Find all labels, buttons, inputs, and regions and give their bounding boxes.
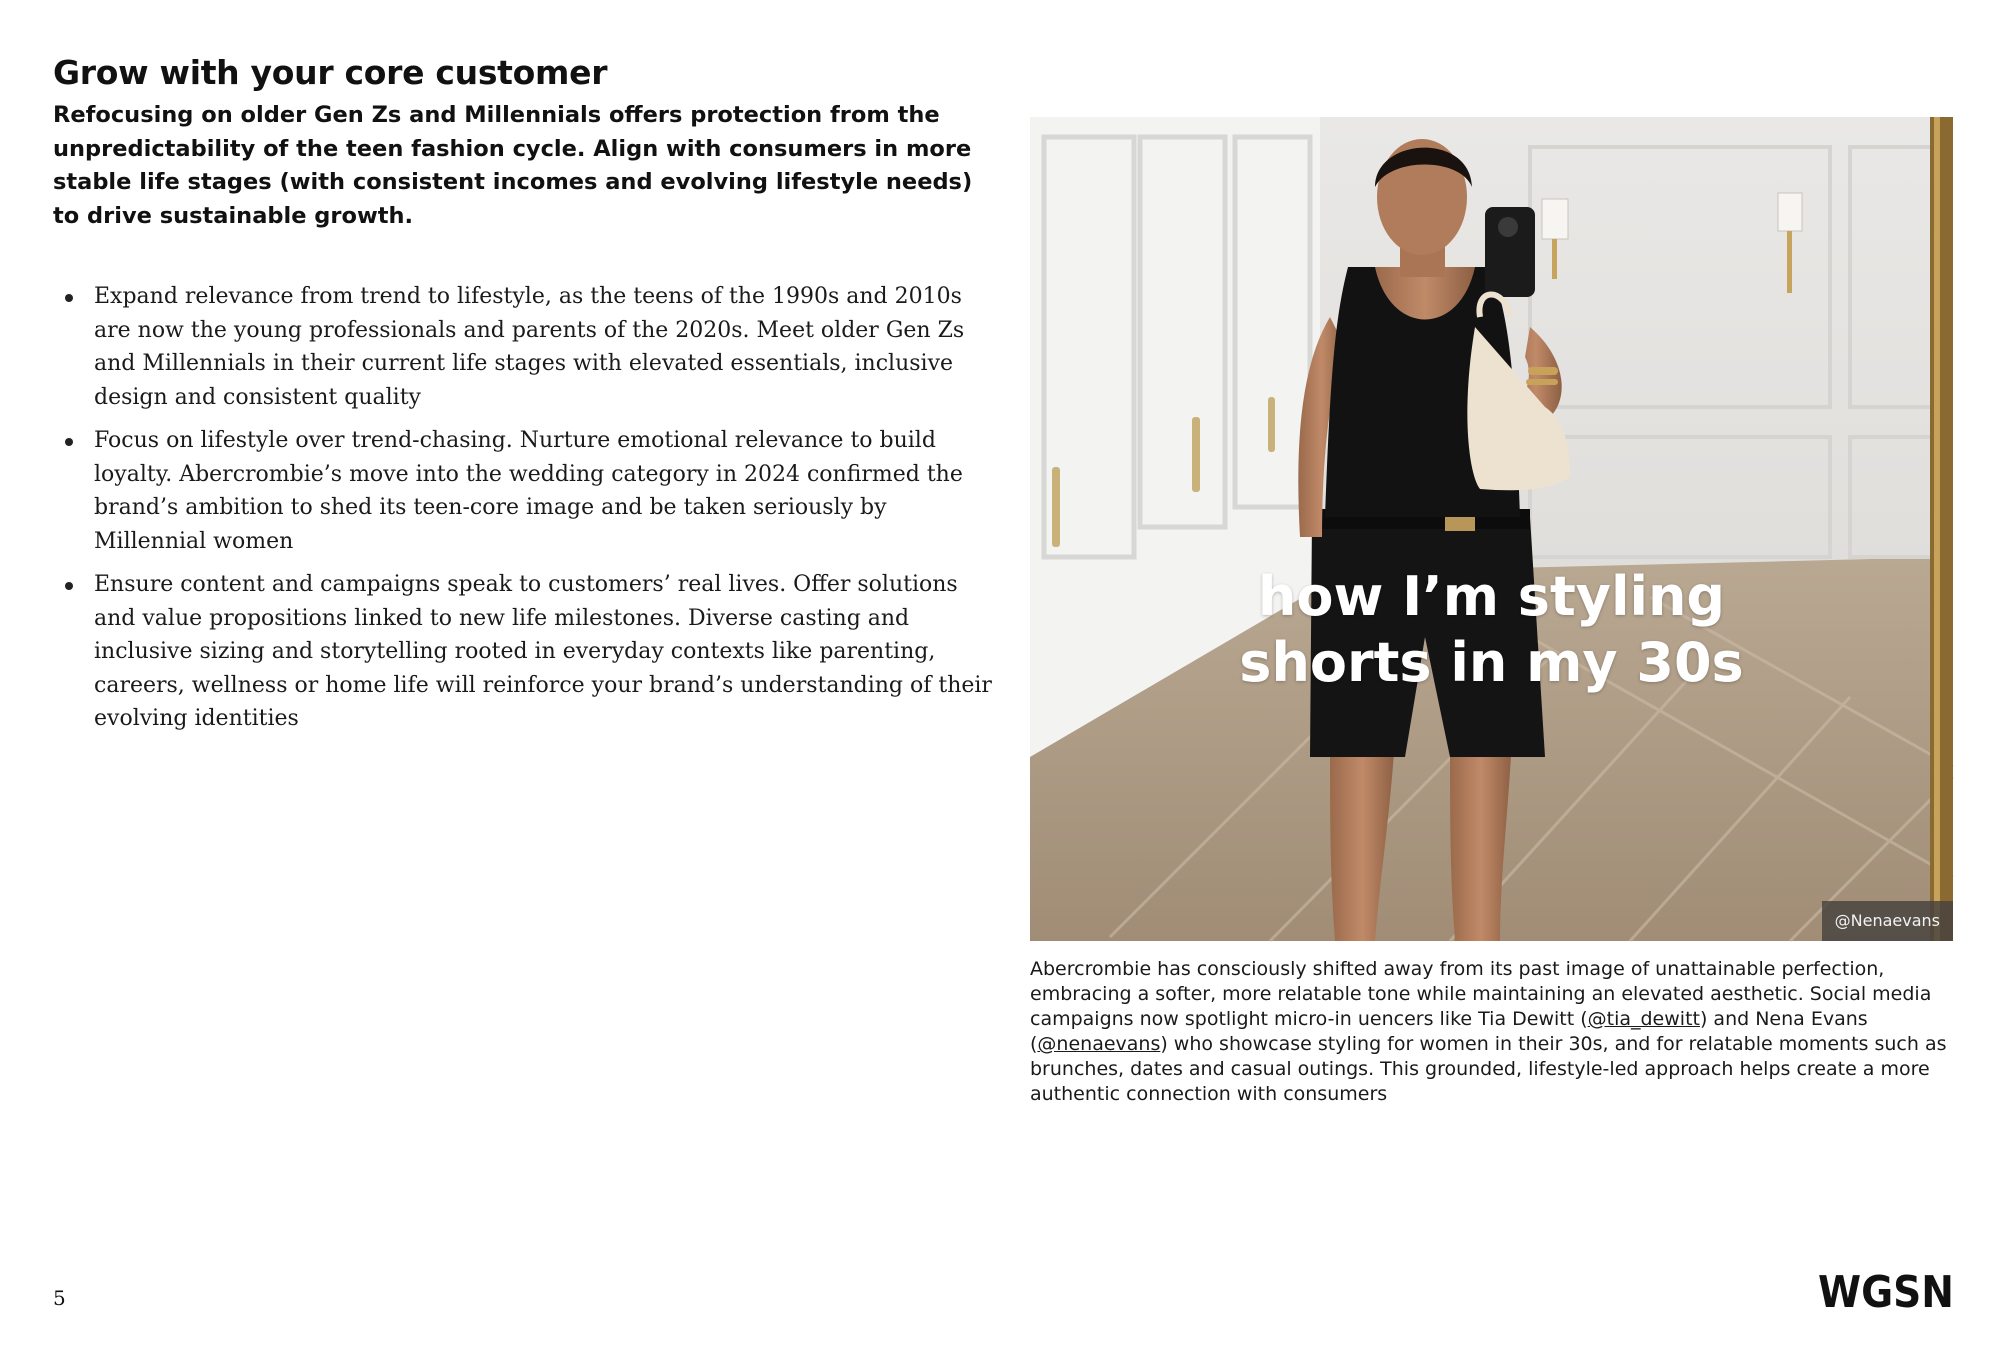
bullet-dot-icon [65,294,73,302]
page-title: Grow with your core customer [53,53,608,92]
page-number: 5 [53,1286,66,1310]
bullet-list [53,280,993,746]
caption-text-1: Abercrombie has consciously shifted away from its past image of unattainable perfection, embracing a softer, more relatable tone while maintaining an elevated aesthetic. Social media campaigns now spotlight micro-in uencers like Tia Dewitt ( [1030,958,1932,1030]
bullet-dot-icon [65,582,73,590]
caption-text-2: ) and Nena Evans ( [1030,1008,1868,1055]
overlay-line-2: shorts in my 30s [1239,631,1744,694]
image-caption [1030,957,1960,1107]
overlay-caption [1030,564,1953,696]
overlay-line-1: how I’m styling [1257,565,1726,628]
page-subtitle: Refocusing on older Gen Zs and Millennials offers protection from the unpredictability of the teen fashion cycle. Align with consumers in more stable life stages (with consistent incomes and evolving lifestyle needs) to drive sustainable growth. [53,102,973,229]
bullet-item [53,424,993,558]
nenaevans-link[interactable]: @nenaevans [1037,1033,1161,1055]
photo-illustration [1030,117,1953,941]
wgsn-logo [1818,1267,1954,1318]
tia-dewitt-link[interactable]: @tia_dewitt [1587,1008,1700,1030]
influencer-photo [1030,117,1953,941]
bullet-item [53,568,993,736]
logo-text: WGSN [1818,1267,1954,1318]
photo-credit: @Nenaevans [1822,901,1953,941]
bullet-item [53,280,993,414]
bullet-dot-icon [65,438,73,446]
bullet-text: Expand relevance from trend to lifestyle, as the teens of the 1990s and 2010s are now the young professionals and parents of the 2020s. Meet older Gen Zs and Millennials in their current life stages with elevated essentials, inclusive design and consistent quality [94,284,965,410]
bullet-text: Focus on lifestyle over trend-chasing. Nurture emotional relevance to build loyalty. Abercrombie’s move into the wedding category in 2024 confirmed the brand’s ambition to shed its teen-core image and be taken seriously by Millennial women [94,428,963,554]
bullet-text: Ensure content and campaigns speak to customers’ real lives. Offer solutions and value propositions linked to new life milestones. Diverse casting and inclusive sizing and storytelling rooted in everyday contexts like parenting, careers, wellness or home life will reinforce your brand’s understanding of their evolving identities [94,572,992,731]
caption-text-3: ) who showcase styling for women in their 30s, and for relatable moments such as brunches, dates and casual outings. This grounded, lifestyle-led approach helps create a more authentic connection with consumers [1030,1033,1947,1105]
